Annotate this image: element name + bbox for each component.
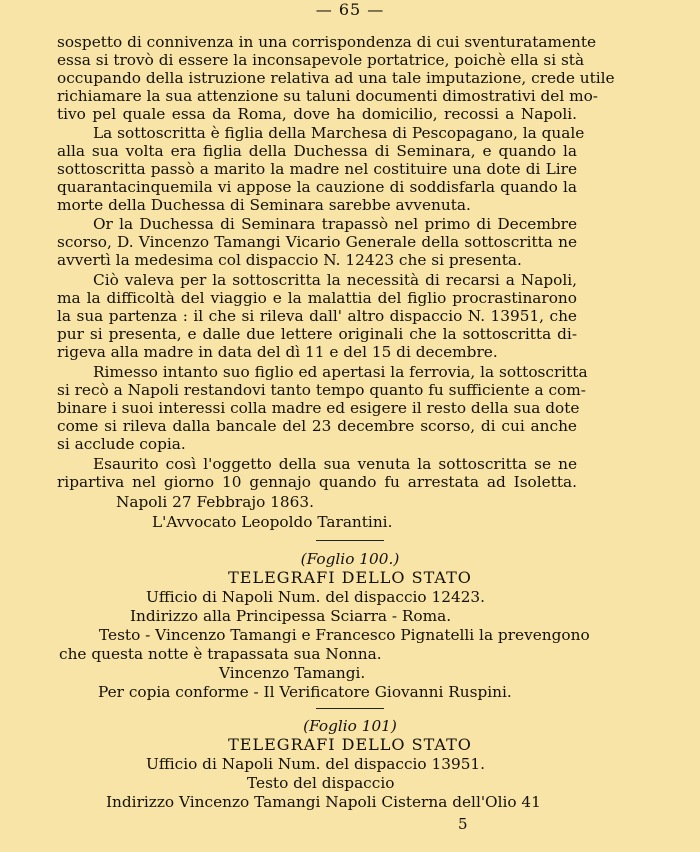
body-line: avvertì la medesima col dispaccio N. 12423 che si presenta. [57, 251, 522, 269]
body-line: ripartiva nel giorno 10 gennajo quando fu arrestata ad Isoletta. [57, 473, 577, 491]
body-line: occupando della istruzione relativa ad una tale imputazione, crede utile [57, 69, 615, 87]
signature-signer: L'Avvocato Leopoldo Tarantini. [152, 513, 393, 531]
telegram-address: Indirizzo Vincenzo Tamangi Napoli Cisterna dell'Olio 41 [106, 793, 541, 811]
body-line: pur si presenta, e dalle due lettere originali che la sottoscritta di- [57, 325, 577, 343]
body-line: ma la difficoltà del viaggio e la malattia del figlio procrastinarono [57, 289, 577, 307]
telegram-office: Ufficio di Napoli Num. del dispaccio 12423. [146, 588, 486, 606]
telegram-text-label: Testo del dispaccio [247, 774, 395, 792]
body-line: alla sua volta era figlia della Duchessa di Seminara, e quando la [57, 142, 577, 160]
telegram-office: Ufficio di Napoli Num. del dispaccio 13951. [146, 755, 486, 773]
folio-label: (Foglio 101) [303, 717, 397, 735]
body-line: Ciò valeva per la sottoscritta la necessità di recarsi a Napoli, [93, 271, 577, 289]
signature-date: Napoli 27 Febbrajo 1863. [116, 493, 314, 511]
telegram-certification: Per copia conforme - Il Verificatore Giovanni Ruspini. [98, 683, 512, 701]
body-line: si acclude copia. [57, 435, 186, 453]
body-line: Esaurito così l'oggetto della sua venuta la sottoscritta se ne [93, 455, 577, 473]
telegram-heading: TELEGRAFI DELLO STATO [228, 568, 472, 587]
page-header: — 65 — [315, 0, 385, 19]
body-line: la sua partenza : il che si rileva dall' altro dispaccio N. 13951, che [57, 307, 577, 325]
body-line: sottoscritta passò a marito la madre nel costituire una dote di Lire [57, 160, 577, 178]
body-line: essa si trovò di essere la inconsapevole portatrice, poichè ella si stà [57, 51, 585, 69]
telegram-sender: Vincenzo Tamangi. [219, 664, 366, 682]
body-line: morte della Duchessa di Seminara sarebbe avvenuta. [57, 196, 471, 214]
body-line: quarantacinquemila vi appose la cauzione di soddisfarla quando la [57, 178, 577, 196]
body-line: come si rileva dalla bancale del 23 decembre scorso, di cui anche [57, 417, 577, 435]
folio-label: (Foglio 100.) [300, 550, 400, 568]
section-divider [316, 540, 384, 541]
body-line: Rimesso intanto suo figlio ed apertasi la ferrovia, la sottoscritta [93, 363, 588, 381]
body-line: sospetto di connivenza in una corrispondenza di cui sventuratamente [57, 33, 597, 51]
section-divider [316, 708, 384, 709]
body-line: si recò a Napoli restandovi tanto tempo quanto fu sufficiente a com- [57, 381, 586, 399]
telegram-text: Testo - Vincenzo Tamangi e Francesco Pignatelli la prevengono [99, 626, 590, 644]
page-number: 5 [458, 815, 468, 833]
body-line: richiamare la sua attenzione su taluni documenti dimostrativi del mo- [57, 87, 598, 105]
telegram-address: Indirizzo alla Principessa Sciarra - Roma. [130, 607, 452, 625]
telegram-heading: TELEGRAFI DELLO STATO [228, 735, 472, 754]
telegram-text: che questa notte è trapassata sua Nonna. [59, 645, 382, 663]
body-line: rigeva alla madre in data del dì 11 e del 15 di decembre. [57, 343, 498, 361]
body-line: La sottoscritta è figlia della Marchesa di Pescopagano, la quale [93, 124, 585, 142]
body-line: Or la Duchessa di Seminara trapassò nel primo di Decembre [93, 215, 577, 233]
body-line: tivo pel quale essa da Roma, dove ha domicilio, recossi a Napoli. [57, 105, 577, 123]
body-line: binare i suoi interessi colla madre ed esigere il resto della sua dote [57, 399, 580, 417]
body-line: scorso, D. Vincenzo Tamangi Vicario Generale della sottoscritta ne [57, 233, 577, 251]
